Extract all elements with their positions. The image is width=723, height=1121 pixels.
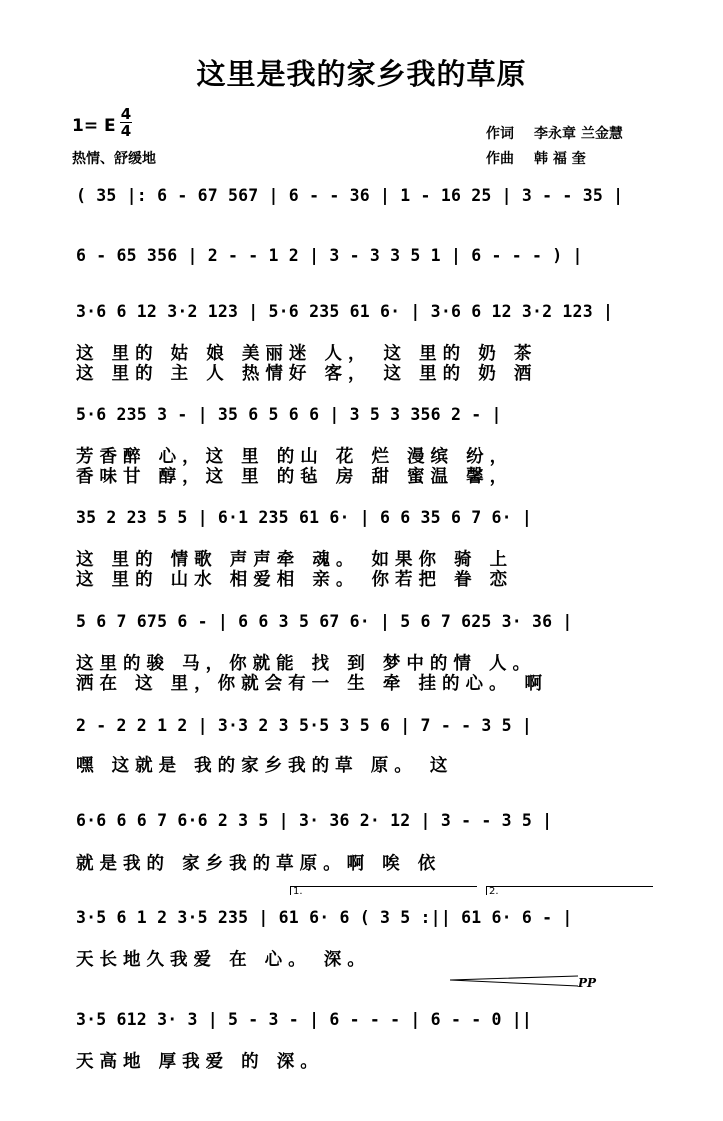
lyric-verse-2: 香味甘 醇，这 里 的毡 房 甜 蜜温 馨， (76, 467, 514, 487)
time-signature-bottom: 4 (120, 122, 132, 140)
notation-line: 6·6 6 6 7 6·6 2 3 5 | 3· 36 2· 12 | 3 - - 3 5 | (76, 811, 553, 830)
lyricist-credit (486, 123, 623, 143)
decrescendo-hairpin (450, 972, 580, 994)
lyric-verse-2: 这 里的 主 人 热情好 客， 这 里的 奶 酒 (76, 364, 538, 384)
volta-second-ending: 2. (486, 886, 653, 895)
lyric-verse-1: 天长地久我爱 在 心。 深。 (76, 950, 371, 970)
lyric-verse-1: 这 里的 姑 娘 美丽迷 人， 这 里的 奶 茶 (76, 344, 538, 364)
lyric-verse-1: 芳香醉 心，这 里 的山 花 烂 漫缤 纷， (76, 447, 514, 467)
dynamic-marking: PP (578, 976, 597, 990)
lyric-verse-1: 天高地 厚我爱 的 深。 (76, 1052, 324, 1072)
notation-line: 3·5 6 1 2 3·5 235 | 61 6· 6 ( 3 5 :|| 61 6· 6 - | (76, 908, 573, 927)
time-signature (120, 106, 132, 139)
notation-line: 2 - 2 2 1 2 | 3·3 2 3 5·5 3 5 6 | 7 - - 3 5 | (76, 716, 533, 735)
composer-names: 韩 福 奎 (534, 151, 586, 167)
lyric-verse-1: 这 里的 情歌 声声牵 魂。 如果你 骑 上 (76, 550, 514, 570)
notation-line: 3·5 612 3· 3 | 5 - 3 - | 6 - - - | 6 - - 0 || (76, 1010, 533, 1029)
lyric-verse-1: 就是我的 家乡我的草原。啊 唉 依 (76, 854, 442, 874)
lyricist-label: 作词 (486, 126, 514, 142)
volta-first-ending: 1. (290, 886, 477, 895)
time-signature-top: 4 (120, 105, 132, 123)
notation-line: 3·6 6 12 3·2 123 | 5·6 235 61 6· | 3·6 6 12 3·2 123 | (76, 302, 614, 321)
lyric-verse-2: 这 里的 山水 相爱相 亲。 你若把 眷 恋 (76, 570, 514, 590)
song-title: 这里是我的家乡我的草原 (196, 57, 527, 91)
lyric-verse-2: 洒在 这 里，你就会有一 生 牵 挂的心。 啊 (76, 674, 549, 694)
notation-line: 5·6 235 3 - | 35 6 5 6 6 | 3 5 3 356 2 - | (76, 405, 502, 424)
composer-credit (486, 148, 586, 168)
notation-line: 35 2 23 5 5 | 6·1 235 61 6· | 6 6 35 6 7 6· | (76, 508, 533, 527)
tempo-marking: 热情、舒缓地 (72, 151, 156, 167)
notation-line: ( 35 |: 6 - 67 567 | 6 - - 36 | 1 - 16 25 | 3 - - 35 | (76, 186, 624, 205)
lyric-verse-1: 嘿 这就是 我的家乡我的草 原。 这 (76, 756, 454, 776)
notation-line: 5 6 7 675 6 - | 6 6 3 5 67 6· | 5 6 7 625 3· 36 | (76, 612, 573, 631)
lyric-verse-1: 这里的骏 马，你就能 找 到 梦中的情 人。 (76, 654, 536, 674)
lyricist-names: 李永章 兰金慧 (534, 126, 623, 142)
key-signature: 1= E (72, 116, 116, 136)
composer-label: 作曲 (486, 151, 514, 167)
notation-line: 6 - 65 356 | 2 - - 1 2 | 3 - 3 3 5 1 | 6 - - - ) | (76, 246, 583, 265)
